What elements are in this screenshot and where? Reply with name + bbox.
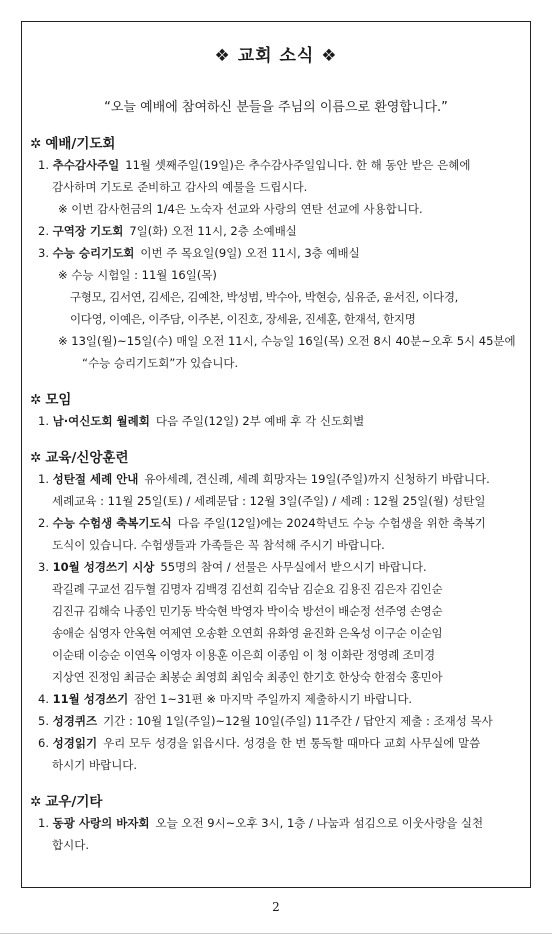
item-note: ※ 수능 시험일 : 11월 16일(목) bbox=[58, 268, 217, 282]
item-note: “수능 승리기도회”가 있습니다. bbox=[82, 356, 239, 370]
section-heading-text: 교우/기타 bbox=[45, 794, 103, 810]
list-item bbox=[30, 710, 522, 732]
list-item bbox=[30, 512, 522, 534]
item-number: 2. bbox=[38, 516, 49, 530]
list-item bbox=[30, 812, 522, 834]
item-number: 3. bbox=[38, 560, 49, 574]
item-heading: 동광 사랑의 바자회 bbox=[52, 816, 150, 830]
page-title: ❖ 교회 소식 ❖ bbox=[214, 46, 338, 66]
list-item bbox=[30, 220, 522, 242]
list-item bbox=[30, 688, 522, 710]
item-number: 1. bbox=[38, 816, 49, 830]
item-text: 다음 주일(12일)에는 2024학년도 수능 수험생을 위한 축복기 bbox=[177, 516, 486, 530]
list-item bbox=[30, 556, 522, 578]
item-continuation: 세례교육 : 11월 25일(토) / 세례문답 : 12월 3일(주일) / 세례 : 12월 25일(월) 성탄일 bbox=[52, 494, 486, 508]
item-heading: 성경읽기 bbox=[52, 736, 98, 750]
names-line: 곽길례 구교선 김두혈 김명자 김백경 김선희 김숙남 김순요 김용진 김은자 김인순 bbox=[52, 582, 443, 596]
news-sections bbox=[30, 134, 522, 856]
section-heading-text: 모임 bbox=[45, 392, 72, 408]
item-text: 오늘 오전 9시~오후 3시, 1층 / 나눔과 섬김으로 이웃사랑을 실천 bbox=[155, 816, 484, 830]
item-number: 6. bbox=[38, 736, 49, 750]
list-item bbox=[30, 468, 522, 490]
list-item bbox=[30, 732, 522, 754]
item-heading: 수능 수험생 축복기도식 bbox=[52, 516, 172, 530]
section-heading-text: 예배/기도회 bbox=[45, 136, 116, 152]
asterisk-icon: ✲ bbox=[30, 794, 42, 810]
item-note: ※ 13일(월)~15일(수) 매일 오전 11시, 수능일 16일(목) 오전 8시 40분~오후 5시 45분에 bbox=[58, 334, 516, 348]
item-text: 기간 : 10월 1일(주일)~12월 10일(주일) 11주간 / 답안지 제출 : 조재성 목사 bbox=[103, 714, 493, 728]
item-continuation: 감사하며 기도로 준비하고 감사의 예물을 드립시다. bbox=[52, 180, 308, 194]
item-heading: 추수감사주일 bbox=[52, 158, 120, 172]
section-heading bbox=[30, 448, 522, 468]
item-number: 5. bbox=[38, 714, 49, 728]
section-heading bbox=[30, 792, 522, 812]
welcome-message: “오늘 예배에 참여하신 분들을 주님의 이름으로 환영합니다.” bbox=[104, 100, 448, 115]
asterisk-icon: ✲ bbox=[30, 450, 42, 466]
asterisk-icon: ✲ bbox=[30, 136, 42, 152]
page-bottom-rule bbox=[0, 933, 552, 934]
names-line: 송애순 심영자 안옥현 여제연 오송환 오연희 유화영 윤진화 은옥성 이구순 이순임 bbox=[52, 626, 443, 640]
names-line: 이순태 이승순 이연옥 이영자 이용훈 이은희 이종임 이 청 이화란 정영례 조미경 bbox=[52, 648, 435, 662]
item-text: 유아세례, 견신례, 세례 희망자는 19일(주일)까지 신청하기 바랍니다. bbox=[144, 472, 490, 486]
item-text: 잠언 1~31편 ※ 마지막 주일까지 제출하시기 바랍니다. bbox=[134, 692, 413, 706]
page-number: 2 bbox=[272, 900, 280, 914]
item-continuation: 도식이 있습니다. 수험생들과 가족들은 꼭 참석해 주시기 바랍니다. bbox=[52, 538, 385, 552]
item-heading: 10월 성경쓰기 시상 bbox=[52, 560, 155, 574]
item-number: 1. bbox=[38, 414, 49, 428]
bulletin-frame bbox=[21, 21, 531, 888]
item-text: 우리 모두 성경을 읽읍시다. 성경을 한 번 통독할 때마다 교회 사무실에 말씀 bbox=[103, 736, 481, 750]
item-text: 7일(화) 오전 11시, 2층 소예배실 bbox=[129, 224, 297, 238]
item-heading: 11월 성경쓰기 bbox=[52, 692, 129, 706]
asterisk-icon: ✲ bbox=[30, 392, 42, 408]
list-item bbox=[30, 410, 522, 432]
item-text: 이번 주 목요일(9일) 오전 11시, 3층 예배실 bbox=[140, 246, 360, 260]
names-line: 구형모, 김서연, 김세은, 김예찬, 박성범, 박수아, 박현승, 심유준, 윤서진, 이다경, bbox=[70, 290, 459, 304]
item-heading: 구역장 기도회 bbox=[52, 224, 124, 238]
names-line: 지상연 진정임 최금순 최봉순 최영희 최임숙 최종인 한기호 한상숙 한점숙 홍민아 bbox=[52, 670, 443, 684]
item-number: 4. bbox=[38, 692, 49, 706]
item-number: 2. bbox=[38, 224, 49, 238]
section-heading-text: 교육/신앙훈련 bbox=[45, 450, 129, 466]
item-heading: 성경퀴즈 bbox=[52, 714, 98, 728]
item-text: 다음 주일(12일) 2부 예배 후 각 신도회별 bbox=[155, 414, 365, 428]
item-heading: 남·여신도회 월례회 bbox=[52, 414, 150, 428]
list-item bbox=[30, 154, 522, 176]
item-heading: 수능 승리기도회 bbox=[52, 246, 135, 260]
item-continuation: 하시기 바랍니다. bbox=[52, 758, 138, 772]
item-continuation: 합시다. bbox=[52, 838, 89, 852]
item-text: 11월 셋째주일(19일)은 추수감사주일입니다. 한 해 동안 받은 은혜에 bbox=[125, 158, 471, 172]
section-heading bbox=[30, 390, 522, 410]
item-number: 1. bbox=[38, 158, 49, 172]
item-heading: 성탄절 세례 안내 bbox=[52, 472, 139, 486]
item-note: ※ 이번 감사헌금의 1/4은 노숙자 선교와 사랑의 연탄 선교에 사용합니다. bbox=[58, 202, 423, 216]
item-text: 55명의 참여 / 선물은 사무실에서 받으시기 바랍니다. bbox=[160, 560, 427, 574]
item-number: 3. bbox=[38, 246, 49, 260]
names-line: 이다영, 이예은, 이주담, 이주본, 이진호, 장세윤, 진세훈, 한재석, 한지명 bbox=[70, 312, 416, 326]
item-number: 1. bbox=[38, 472, 49, 486]
list-item bbox=[30, 242, 522, 264]
names-line: 김진규 김해숙 나종인 민기동 박숙현 박영자 박이숙 방선이 배순정 선주영 손영순 bbox=[52, 604, 443, 618]
section-heading bbox=[30, 134, 522, 154]
